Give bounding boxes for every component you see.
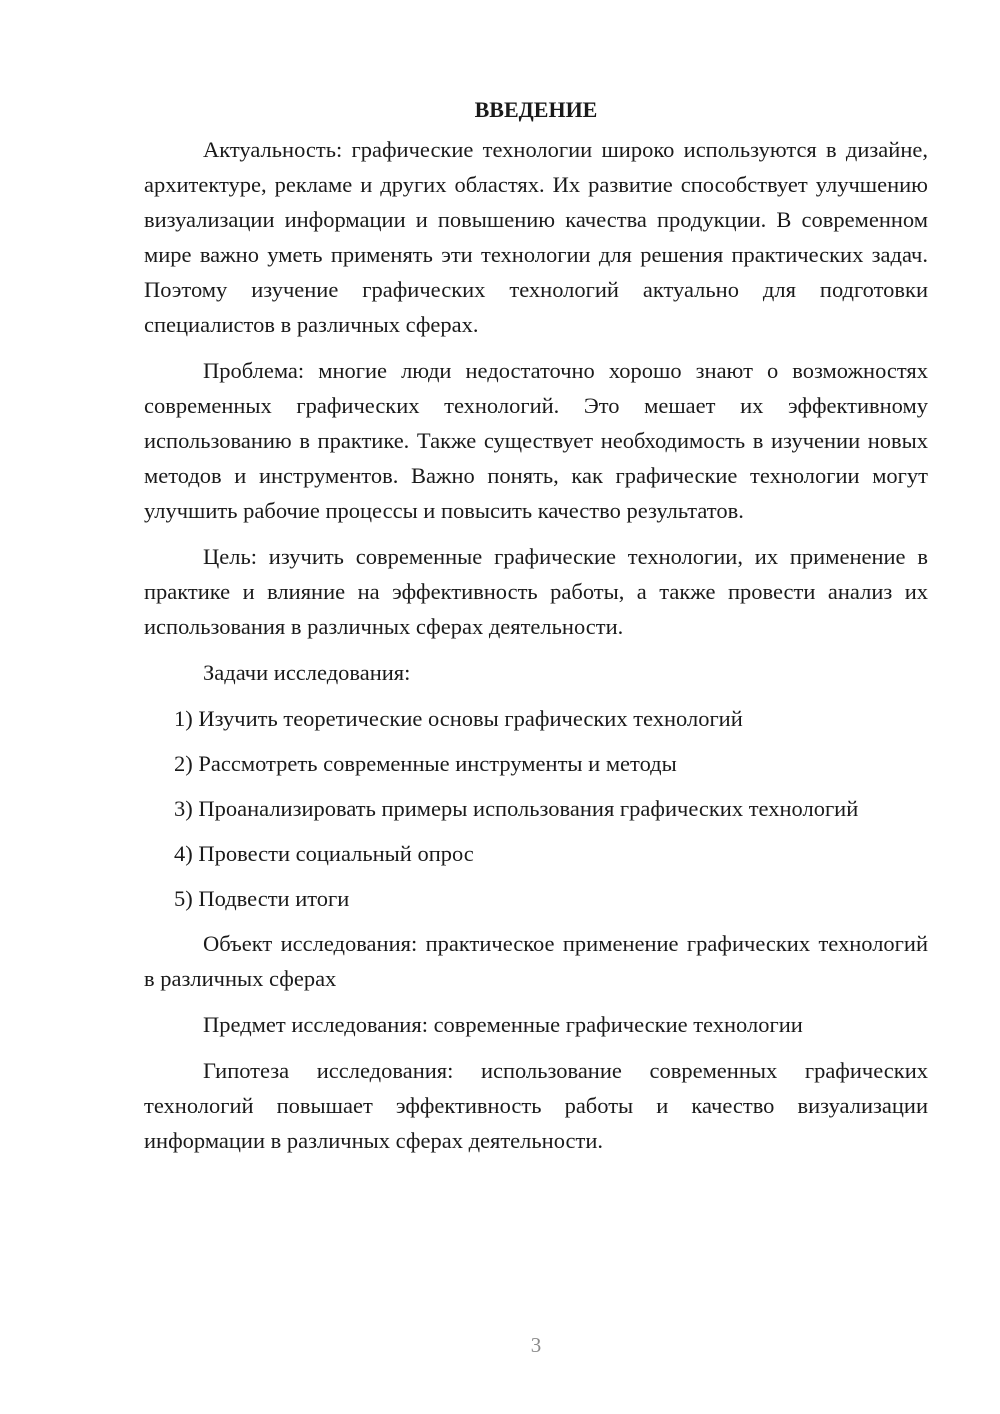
task-item-2: 2) Рассмотреть современные инструменты и методы [174, 751, 677, 776]
object-paragraph: Объект исследования: практическое применение графических технологий в различных сферах [144, 931, 928, 991]
page-number: 3 [530, 1333, 542, 1357]
problem-paragraph: Проблема: многие люди недостаточно хорошо знают о возможностях современных графических технологий. Это мешает их эффективному использованию в практике. Также существует необходимость в изучении новых методов и инструментов. Важно понять, как графические технологии могут улучшить рабочие процессы и повысить качество результатов. [144, 358, 928, 523]
page-content [144, 90, 928, 1169]
subject-paragraph: Предмет исследования: современные графические технологии [203, 1012, 803, 1037]
task-item-5: 5) Подвести итоги [174, 886, 350, 911]
task-item-4: 4) Провести социальный опрос [174, 841, 474, 866]
task-item-1: 1) Изучить теоретические основы графических технологий [174, 706, 743, 731]
goal-paragraph: Цель: изучить современные графические технологии, их применение в практике и влияние на эффективность работы, а также провести анализ их использования в различных сферах деятельности. [144, 544, 928, 639]
relevance-paragraph: Актуальность: графические технологии широко используются в дизайне, архитектуре, рекламе и других областях. Их развитие способствует улучшению визуализации информации и повышению качества продукции. В современном мире важно уметь применять эти технологии для решения практических задач. Поэтому изучение графических технологий актуально для подготовки специалистов в различных сферах. [144, 137, 928, 337]
task-item-3: 3) Проанализировать примеры использования графических технологий [174, 796, 859, 821]
hypothesis-paragraph: Гипотеза исследования: использование современных графических технологий повышает эффективность работы и качество визуализации информации в различных сферах деятельности. [144, 1058, 928, 1153]
tasks-heading: Задачи исследования: [203, 660, 411, 685]
page-title: ВВЕДЕНИЕ [474, 97, 598, 122]
